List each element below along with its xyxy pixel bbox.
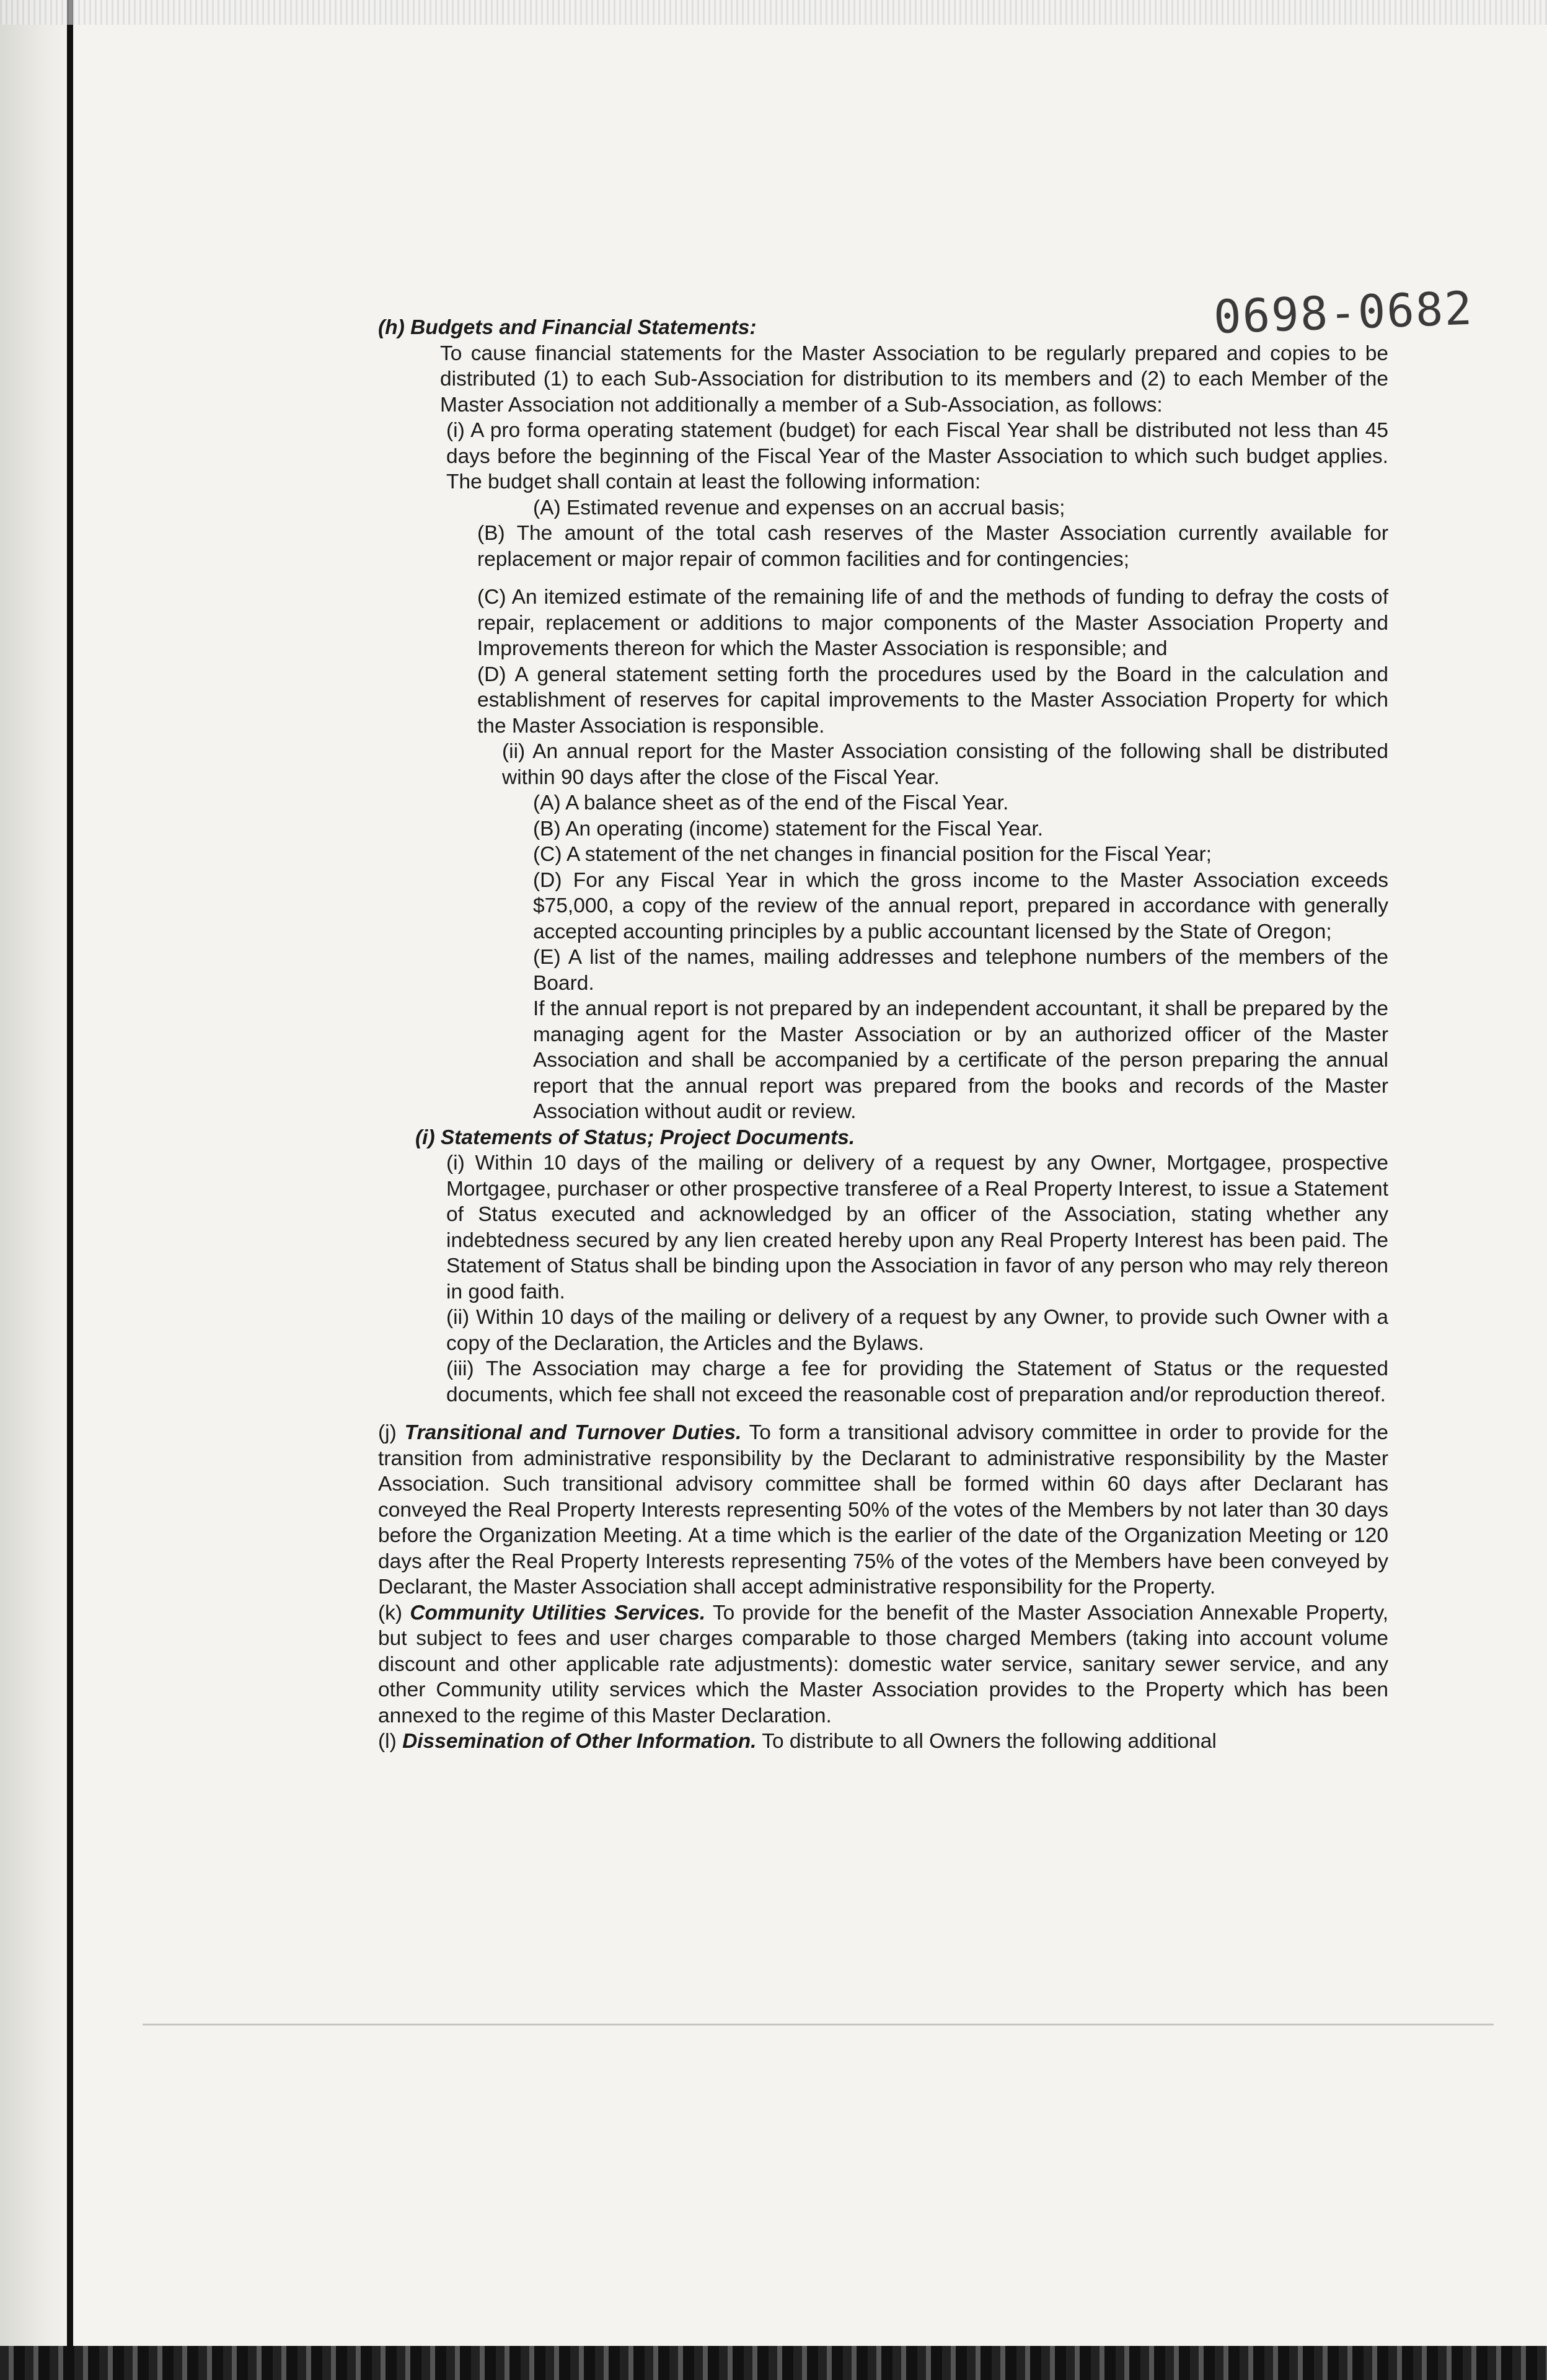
section-i-heading: (i) Statements of Status; Project Documents. <box>415 1126 855 1149</box>
section-h-ii-D: (D) For any Fiscal Year in which the gross income to the Master Association exceeds $75,000, a copy of the review of the annual report, prepared in accordance with generally accepted accounting principles by a public accountant licensed by the State of Oregon; <box>533 868 1388 943</box>
section-l-label: (l) <box>378 1730 397 1753</box>
section-j-heading: Transitional and Turnover Duties. <box>404 1421 742 1444</box>
document-body <box>378 315 1388 1755</box>
section-k-label: (k) <box>378 1601 403 1624</box>
section-h-i-D: (D) A general statement setting forth the procedures used by the Board in the calculation and establishment of reserves for capital improvements to the Master Association Property for which the Master Association is responsible. <box>477 663 1388 738</box>
section-h-ii-A: (A) A balance sheet as of the end of the Fiscal Year. <box>533 791 1009 814</box>
scan-margin <box>0 0 74 2380</box>
section-h-ii-C: (C) A statement of the net changes in financial position for the Fiscal Year; <box>533 843 1212 866</box>
scan-binding-edge <box>67 0 73 2380</box>
section-h-i: (i) A pro forma operating statement (budget) for each Fiscal Year shall be distributed not less than 45 days before the beginning of the Fiscal Year of the Master Association to which such budget applies. The budget shall contain at least the following information: <box>446 419 1388 493</box>
section-j-label: (j) <box>378 1421 397 1444</box>
section-h-i-C: (C) An itemized estimate of the remaining life of and the methods of funding to defray the costs of repair, replacement or additions to major components of the Master Association Property and Improvements thereon for which the Master Association is responsible; and <box>477 586 1388 660</box>
scan-bottom-edge <box>0 2346 1547 2380</box>
section-h-ii-B: (B) An operating (income) statement for the Fiscal Year. <box>533 817 1044 840</box>
section-l-body: To distribute to all Owners the following additional <box>762 1730 1217 1753</box>
section-l <box>378 1729 1388 1755</box>
section-h-ii-E: (E) A list of the names, mailing addresses and telephone numbers of the members of the Board. <box>533 946 1388 995</box>
section-l-heading: Dissemination of Other Information. <box>402 1730 757 1753</box>
section-h-i-B: (B) The amount of the total cash reserves of the Master Association currently available for replacement or major repair of common facilities and for contingencies; <box>477 522 1388 571</box>
section-i-p2: (ii) Within 10 days of the mailing or delivery of a request by any Owner, to provide such Owner with a copy of the Declaration, the Articles and the Bylaws. <box>446 1306 1388 1355</box>
section-h-intro: To cause financial statements for the Master Association to be regularly prepared and copies to be distributed (1) to each Sub-Association for distribution to its members and (2) to each Member of the Master Association not additionally a member of a Sub-Association, as follows: <box>440 342 1388 416</box>
section-k-heading: Community Utilities Services. <box>410 1601 706 1624</box>
section-k-body: To provide for the benefit of the Master Association Annexable Property, but subject to fees and user charges comparable to those charged Members (taking into account volume discount and other applicable rate adjustments): domestic water service, sanitary sewer service, and any other Community utility services which the Master Association provides to the Property which has been annexed to the regime of this Master Declaration. <box>378 1601 1389 1727</box>
section-k <box>378 1600 1388 1729</box>
section-j <box>378 1420 1388 1600</box>
recording-stamp: 0698-0682 <box>1212 281 1474 345</box>
scan-top-noise <box>0 0 1547 25</box>
scan-artifact-line <box>143 2024 1494 2025</box>
section-h-i-A: (A) Estimated revenue and expenses on an accrual basis; <box>533 496 1065 519</box>
section-h-heading: (h) Budgets and Financial Statements: <box>378 316 757 339</box>
section-h-ii-note: If the annual report is not prepared by an independent accountant, it shall be prepared by the managing agent for the Master Association or by an authorized officer of the Master Association and shall be accompanied by a certificate of the person preparing the annual report that the annual report was prepared from the books and records of the Master Association without audit or review. <box>533 997 1388 1123</box>
section-i-p3: (iii) The Association may charge a fee for providing the Statement of Status or the requested documents, which fee shall not exceed the reasonable cost of preparation and/or reproduction thereof. <box>446 1357 1388 1406</box>
section-j-body: To form a transitional advisory committee in order to provide for the transition from administrative responsibility by the Declarant to administrative responsibility by the Master Association. Such transitional advisory committee shall be formed within 60 days after Declarant has conveyed the Real Property Interests representing 50% of the votes of the Members by not later than 30 days before the Organization Meeting. At a time which is the earlier of the date of the Organization Meeting or 120 days after the Real Property Interests representing 75% of the votes of the Members have been conveyed by Declarant, the Master Association shall accept administrative responsibility for the Property. <box>378 1421 1388 1598</box>
section-i-p1: (i) Within 10 days of the mailing or delivery of a request by any Owner, Mortgagee, prospective Mortgagee, purchaser or other prospective transferee of a Real Property Interest, to issue a Statement of Status executed and acknowledged by an officer of the Association, stating whether any indebtedness secured by any lien created hereby upon any Real Property Interest has been paid. The Statement of Status shall be binding upon the Association in favor of any person who may rely thereon in good faith. <box>446 1152 1388 1303</box>
section-h-ii: (ii) An annual report for the Master Association consisting of the following shall be distributed within 90 days after the close of the Fiscal Year. <box>502 740 1388 789</box>
